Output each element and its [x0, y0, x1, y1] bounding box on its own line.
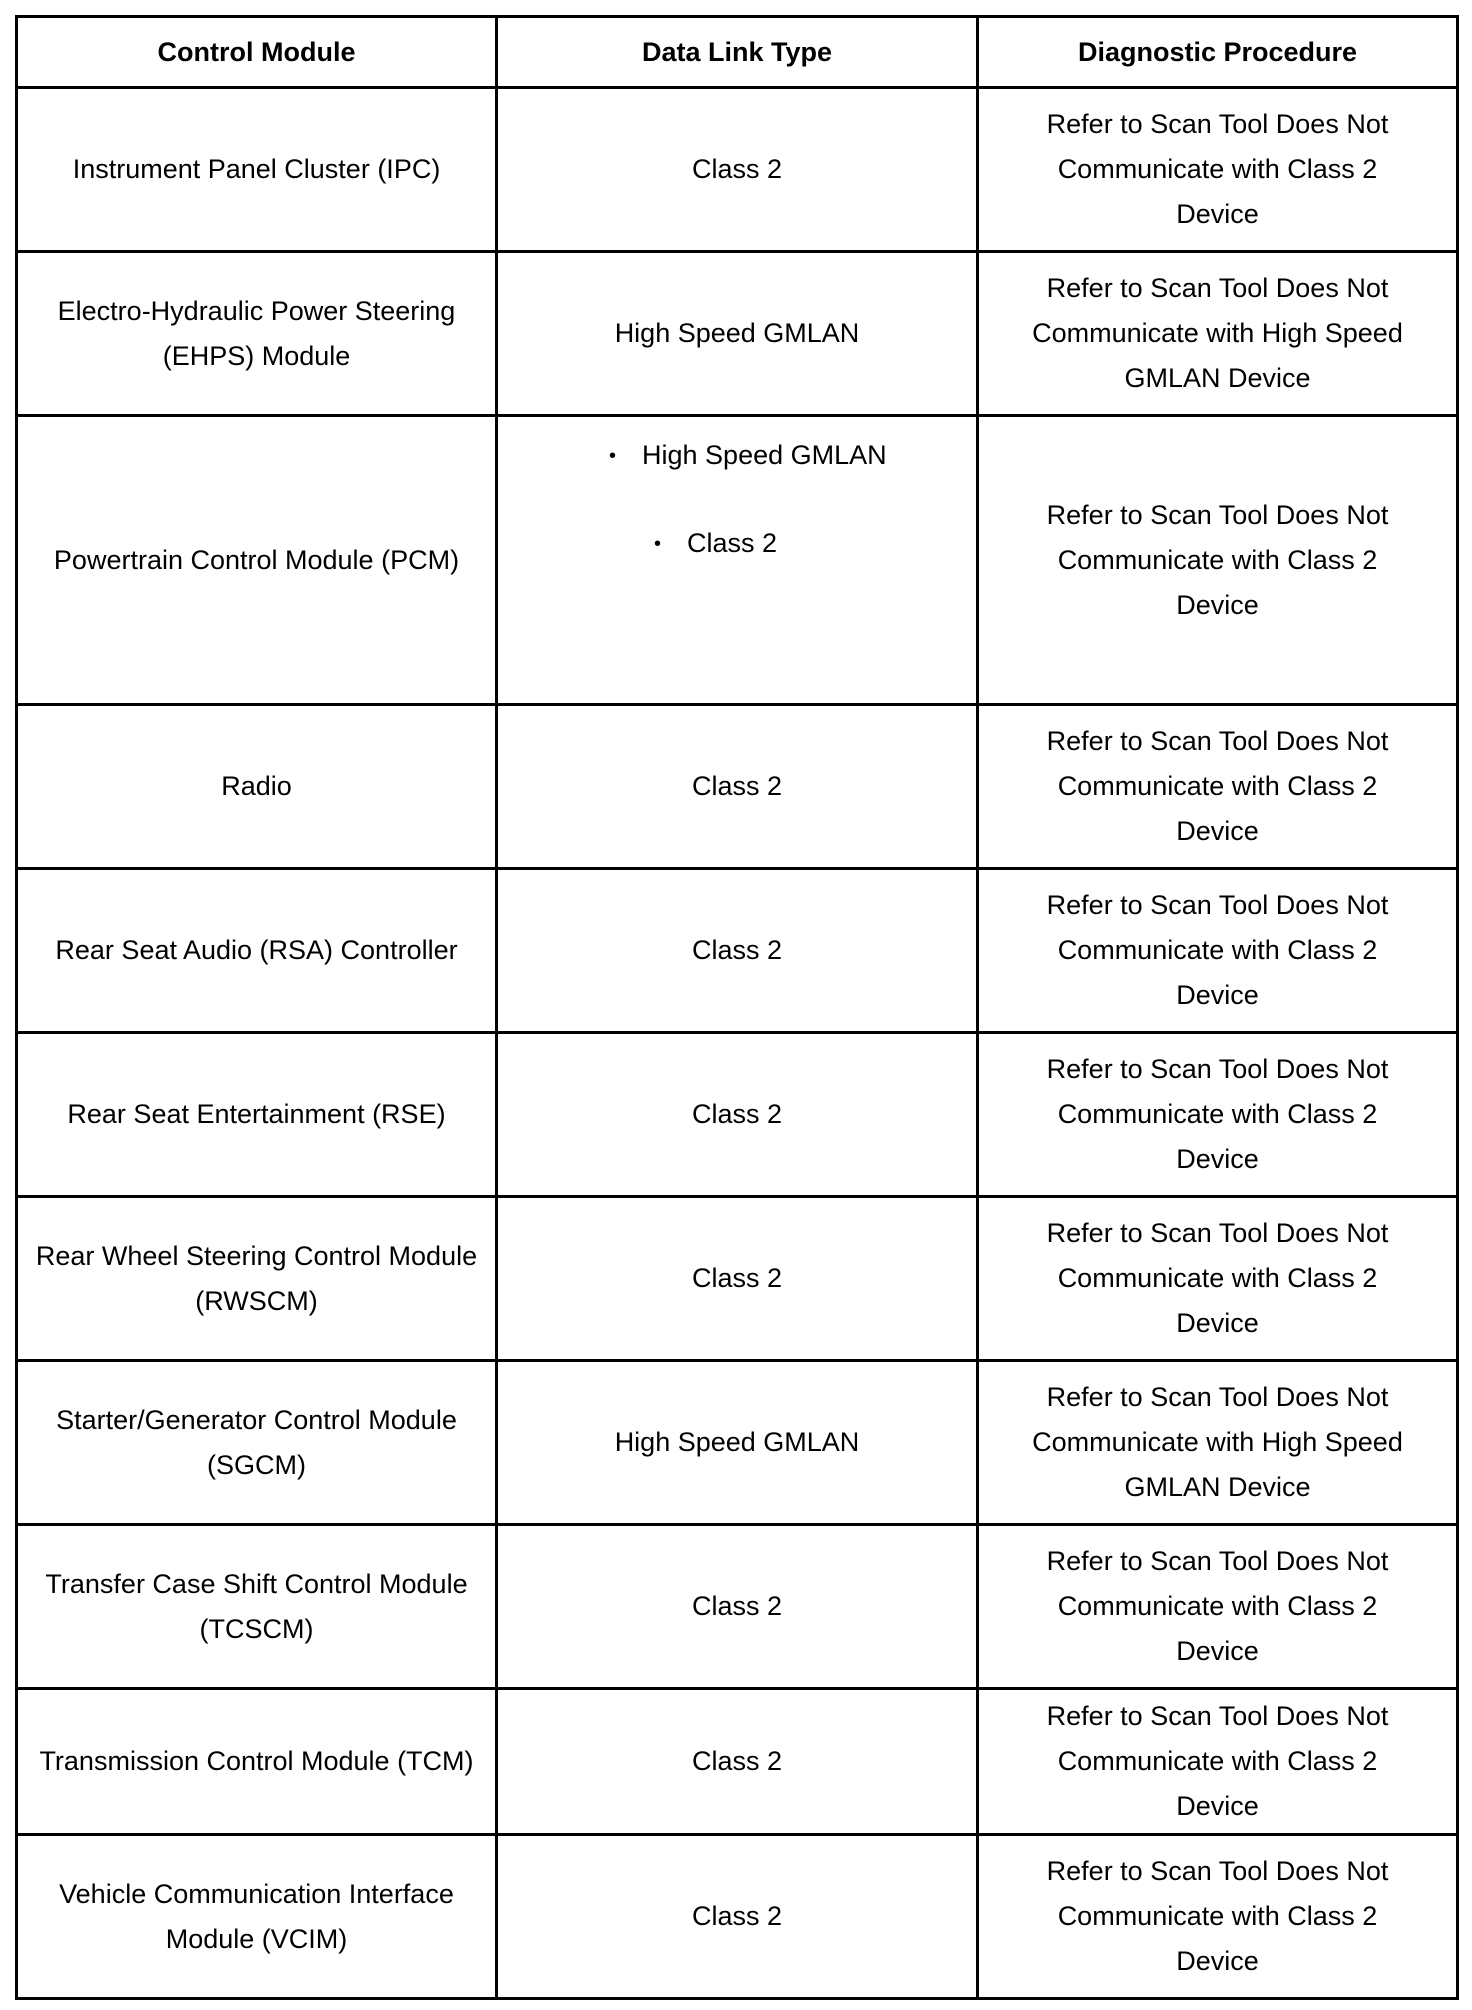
diagnostic-procedure-cell [978, 252, 1458, 416]
table-row [17, 88, 1458, 252]
control-module-cell: Vehicle Communication Interface Module (VCIM) [17, 1835, 497, 1999]
table-row [17, 1033, 1458, 1197]
table-row [17, 705, 1458, 869]
diagnostic-procedure-link[interactable]: Refer to Scan Tool Does Not Communicate with Class 2 Device [1046, 726, 1389, 846]
header-control-module: Control Module [17, 17, 497, 88]
header-data-link-type: Data Link Type [497, 17, 978, 88]
control-module-cell: Radio [17, 705, 497, 869]
data-link-item: High Speed GMLAN [642, 439, 887, 470]
diagnostic-procedure-link[interactable]: Refer to Scan Tool Does Not Communicate with Class 2 Device [1046, 1701, 1389, 1821]
diagnostic-procedure-link[interactable]: Refer to Scan Tool Does Not Communicate with High Speed GMLAN Device [1032, 1382, 1403, 1502]
data-link-cell [497, 416, 978, 705]
table-row [17, 252, 1458, 416]
diagnostic-procedure-cell [978, 1033, 1458, 1197]
control-module-cell: Instrument Panel Cluster (IPC) [17, 88, 497, 252]
list-item [512, 521, 962, 567]
diagnostic-procedure-cell [978, 869, 1458, 1033]
table-row [17, 1835, 1458, 1999]
control-module-cell: Electro-Hydraulic Power Steering (EHPS) Module [17, 252, 497, 416]
table-row [17, 869, 1458, 1033]
data-link-cell: Class 2 [497, 1525, 978, 1689]
data-link-cell: Class 2 [497, 869, 978, 1033]
diagnostic-procedure-cell [978, 1689, 1458, 1835]
header-row [17, 17, 1458, 88]
data-link-cell: High Speed GMLAN [497, 1361, 978, 1525]
table-row [17, 1197, 1458, 1361]
diagnostic-procedure-link[interactable]: Refer to Scan Tool Does Not Communicate with Class 2 Device [1046, 499, 1389, 620]
diagnostic-procedure-link[interactable]: Refer to Scan Tool Does Not Communicate with Class 2 Device [1046, 1546, 1389, 1666]
diagnostic-procedure-cell [978, 705, 1458, 869]
diagnostic-procedure-link[interactable]: Refer to Scan Tool Does Not Communicate with Class 2 Device [1046, 1054, 1389, 1174]
control-module-cell: Rear Seat Audio (RSA) Controller [17, 869, 497, 1033]
diagnostic-procedure-link[interactable]: Refer to Scan Tool Does Not Communicate with Class 2 Device [1046, 109, 1389, 229]
control-module-cell: Starter/Generator Control Module (SGCM) [17, 1361, 497, 1525]
diagnostic-procedure-cell [978, 88, 1458, 252]
control-module-cell: Rear Seat Entertainment (RSE) [17, 1033, 497, 1197]
data-link-cell: Class 2 [497, 1033, 978, 1197]
data-link-cell: Class 2 [497, 705, 978, 869]
data-link-cell: Class 2 [497, 88, 978, 252]
diagnostic-procedure-cell [978, 1835, 1458, 1999]
diagnostic-procedure-link[interactable]: Refer to Scan Tool Does Not Communicate with High Speed GMLAN Device [1032, 273, 1403, 393]
diagnostic-procedure-cell [978, 416, 1458, 705]
diagnostic-table [15, 15, 1459, 2000]
diagnostic-procedure-cell [978, 1525, 1458, 1689]
diagnostic-procedure-link[interactable]: Refer to Scan Tool Does Not Communicate with Class 2 Device [1046, 1856, 1389, 1976]
diagnostic-procedure-link[interactable]: Refer to Scan Tool Does Not Communicate with Class 2 Device [1046, 1218, 1389, 1338]
bullet-icon: • [609, 445, 617, 467]
diagnostic-procedure-cell [978, 1361, 1458, 1525]
diagnostic-procedure-cell [978, 1197, 1458, 1361]
control-module-cell: Transmission Control Module (TCM) [17, 1689, 497, 1835]
control-module-cell: Transfer Case Shift Control Module (TCSCM) [17, 1525, 497, 1689]
data-link-cell: High Speed GMLAN [497, 252, 978, 416]
bullet-icon: • [654, 533, 662, 556]
data-link-cell: Class 2 [497, 1197, 978, 1361]
table-row [17, 1689, 1458, 1835]
data-link-cell: Class 2 [497, 1689, 978, 1835]
header-diagnostic-procedure: Diagnostic Procedure [978, 17, 1458, 88]
table-row [17, 1525, 1458, 1689]
table-row [17, 416, 1458, 705]
data-link-cell: Class 2 [497, 1835, 978, 1999]
table-row [17, 1361, 1458, 1525]
diagnostic-procedure-link[interactable]: Refer to Scan Tool Does Not Communicate with Class 2 Device [1046, 890, 1389, 1010]
control-module-cell: Rear Wheel Steering Control Module (RWSCM) [17, 1197, 497, 1361]
data-link-item: Class 2 [687, 528, 778, 558]
control-module-cell: Powertrain Control Module (PCM) [17, 416, 497, 705]
list-item [512, 433, 962, 479]
data-link-list [512, 433, 962, 568]
